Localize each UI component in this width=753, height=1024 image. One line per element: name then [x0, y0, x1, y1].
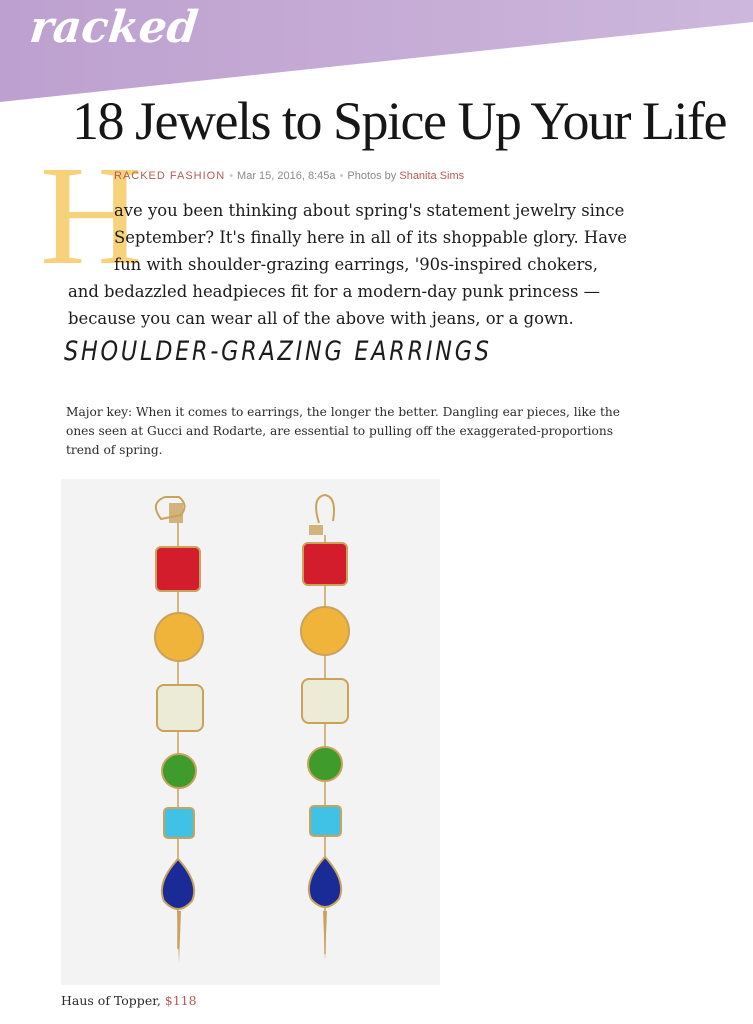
lede-line: fun with shoulder-grazing earrings, '90s-inspired chokers, — [114, 255, 598, 274]
lede-line: because you can wear all of the above with jeans, or a gown. — [68, 309, 574, 328]
body-line: Major key: When it comes to earrings, the longer the better. Dangling ear pieces, like the — [66, 405, 620, 419]
section-body — [66, 403, 626, 460]
photographer-link[interactable]: Shanita Sims — [399, 170, 465, 182]
body-line: ones seen at Gucci and Rodarte, are essential to pulling off the exaggerated-proportions — [66, 424, 613, 438]
left-earring — [155, 497, 203, 963]
article-title: 18 Jewels to Spice Up Your Life — [72, 91, 726, 151]
lede-line: September? It's finally here in all of its shoppable glory. Have — [114, 228, 627, 247]
lede-line: and bedazzled headpieces fit for a modern-day punk princess — — [68, 282, 600, 301]
separator-dot: • — [339, 170, 344, 182]
separator-dot: • — [229, 170, 234, 182]
right-earring — [301, 495, 349, 961]
section-link[interactable]: RACKED FASHION — [114, 170, 226, 182]
section-heading: SHOULDER-GRAZING EARRINGS — [64, 336, 492, 367]
photos-by-label: Photos by — [347, 170, 397, 182]
publish-date: Mar 15, 2016, 8:45a — [237, 170, 336, 182]
racked-logo[interactable]: racked — [27, 2, 201, 53]
product-photo[interactable] — [61, 479, 440, 985]
lede-paragraph — [68, 197, 628, 332]
photo-caption — [61, 993, 197, 1008]
product-price-link[interactable]: $118 — [164, 993, 197, 1008]
earrings-image — [61, 479, 440, 985]
lede-line: ave you been thinking about spring's statement jewelry since — [114, 201, 625, 220]
body-line: trend of spring. — [66, 443, 163, 457]
drop-cap: H — [40, 136, 143, 294]
byline — [114, 170, 464, 182]
product-brand: Haus of Topper, — [61, 993, 161, 1008]
